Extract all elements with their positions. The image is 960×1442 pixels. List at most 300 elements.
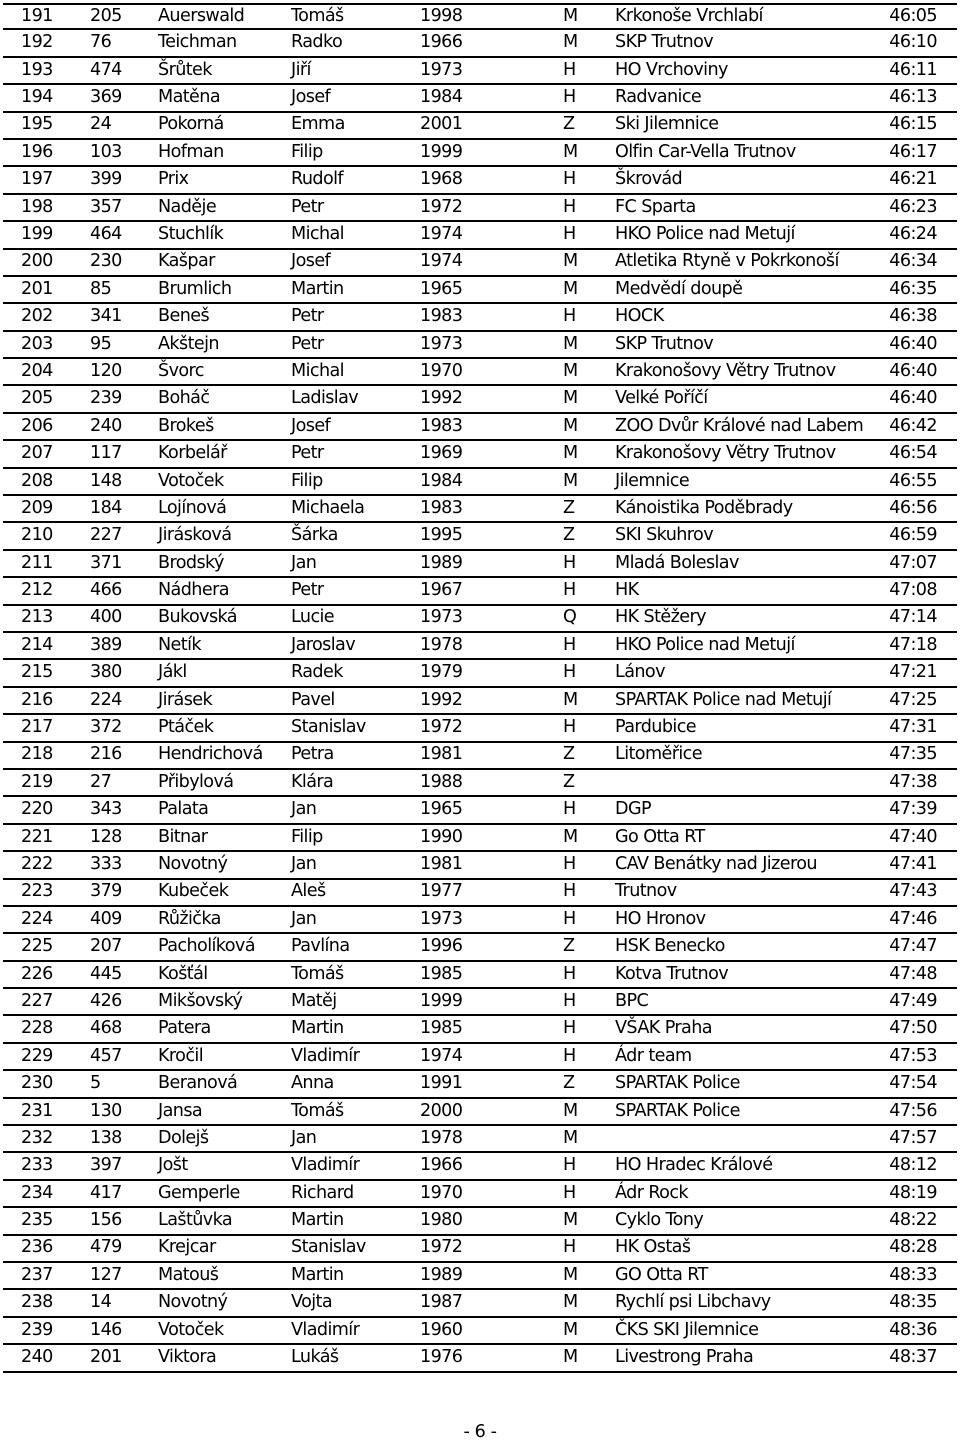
last-name-cell: Kašpar [158, 251, 215, 272]
first-name-cell: Petr [291, 333, 324, 354]
time-cell: 46:55 [889, 470, 937, 491]
category-cell: Z [563, 525, 575, 546]
category-cell: H [563, 59, 576, 80]
club-cell: ZOO Dvůr Králové nad Labem [615, 415, 864, 436]
year-cell: 1960 [420, 1319, 463, 1340]
table-row [3, 551, 957, 578]
table-row [3, 907, 957, 934]
club-cell: Kánoistika Poděbrady [615, 497, 793, 518]
table-row [3, 386, 957, 413]
year-cell: 1979 [420, 662, 463, 683]
last-name-cell: Laštůvka [158, 1210, 233, 1231]
first-name-cell: Tomáš [291, 1100, 344, 1121]
year-cell: 1969 [420, 443, 463, 464]
bib-cell: 14 [90, 1292, 112, 1313]
year-cell: 1985 [420, 1018, 463, 1039]
year-cell: 1987 [420, 1292, 463, 1313]
bib-cell: 146 [90, 1319, 122, 1340]
category-cell: M [563, 32, 578, 53]
time-cell: 46:54 [889, 443, 937, 464]
table-row [3, 934, 957, 961]
time-cell: 48:33 [889, 1264, 937, 1285]
bib-cell: 128 [90, 826, 122, 847]
last-name-cell: Kročil [158, 1045, 203, 1066]
bib-cell: 240 [90, 415, 122, 436]
year-cell: 1981 [420, 744, 463, 765]
time-cell: 46:24 [889, 224, 937, 245]
club-cell: Krkonoše Vrchlabí [615, 5, 763, 26]
year-cell: 1998 [420, 5, 463, 26]
bib-cell: 464 [90, 224, 122, 245]
rank-cell: 221 [21, 826, 53, 847]
first-name-cell: Stanislav [291, 717, 366, 738]
rank-cell: 232 [21, 1127, 53, 1148]
last-name-cell: Švorc [158, 360, 204, 381]
last-name-cell: Netík [158, 634, 201, 655]
category-cell: Z [563, 771, 575, 792]
last-name-cell: Teichman [158, 32, 237, 53]
category-cell: H [563, 662, 576, 683]
club-cell: Ádr Rock [615, 1182, 688, 1203]
club-cell: SKP Trutnov [615, 32, 714, 53]
last-name-cell: Votoček [158, 1319, 224, 1340]
category-cell: Z [563, 936, 575, 957]
category-cell: M [563, 5, 578, 26]
year-cell: 1984 [420, 470, 463, 491]
time-cell: 46:40 [889, 388, 937, 409]
first-name-cell: Vladimír [291, 1045, 360, 1066]
table-row [3, 606, 957, 633]
year-cell: 1981 [420, 854, 463, 874]
bib-cell: 207 [90, 936, 122, 957]
last-name-cell: Korbelář [158, 443, 227, 464]
club-cell: Velké Poříčí [615, 388, 708, 409]
category-cell: Q [563, 607, 577, 628]
category-cell: M [563, 415, 578, 436]
club-cell: Mladá Boleslav [615, 552, 739, 573]
table-row [3, 30, 957, 57]
table-row [3, 797, 957, 824]
year-cell: 1995 [420, 525, 463, 546]
time-cell: 48:28 [889, 1237, 937, 1258]
rank-cell: 229 [21, 1045, 53, 1066]
time-cell: 47:18 [889, 634, 937, 655]
rank-cell: 194 [21, 87, 53, 108]
last-name-cell: Votoček [158, 470, 224, 491]
club-cell: SPARTAK Police [615, 1100, 740, 1121]
rank-cell: 228 [21, 1018, 53, 1039]
time-cell: 47:56 [889, 1100, 937, 1121]
last-name-cell: Pokorná [158, 114, 224, 135]
time-cell: 46:59 [889, 525, 937, 546]
first-name-cell: Aleš [291, 881, 326, 902]
bib-cell: 184 [90, 497, 122, 518]
club-cell: ČKS SKI Jilemnice [615, 1319, 759, 1340]
first-name-cell: Martin [291, 1018, 344, 1039]
bib-cell: 76 [90, 32, 112, 53]
last-name-cell: Přibylová [158, 771, 234, 792]
rank-cell: 238 [21, 1292, 53, 1313]
rank-cell: 235 [21, 1210, 53, 1231]
rank-cell: 216 [21, 689, 53, 710]
year-cell: 1991 [420, 1073, 463, 1094]
year-cell: 1996 [420, 936, 463, 957]
rank-cell: 206 [21, 415, 53, 436]
rank-cell: 215 [21, 662, 53, 683]
year-cell: 1988 [420, 771, 463, 792]
table-row [3, 1318, 957, 1345]
first-name-cell: Michaela [291, 497, 365, 518]
club-cell: HOCK [615, 306, 664, 327]
year-cell: 1965 [420, 799, 463, 820]
club-cell: Krakonošovy Větry Trutnov [615, 443, 836, 464]
first-name-cell: Jan [291, 552, 317, 573]
rank-cell: 227 [21, 990, 53, 1011]
last-name-cell: Naděje [158, 196, 217, 217]
year-cell: 1989 [420, 552, 463, 573]
category-cell: M [563, 1264, 578, 1285]
club-cell: GO Otta RT [615, 1264, 708, 1285]
bib-cell: 216 [90, 744, 122, 765]
table-row [3, 167, 957, 194]
rank-cell: 202 [21, 306, 53, 327]
category-cell: M [563, 1319, 578, 1340]
rank-cell: 211 [21, 552, 53, 573]
bib-cell: 389 [90, 634, 122, 655]
rank-cell: 201 [21, 278, 53, 299]
year-cell: 1985 [420, 963, 463, 984]
category-cell: H [563, 881, 576, 902]
rank-cell: 225 [21, 936, 53, 957]
last-name-cell: Nádhera [158, 580, 229, 601]
rank-cell: 234 [21, 1182, 53, 1203]
year-cell: 1972 [420, 196, 463, 217]
last-name-cell: Šrůtek [158, 59, 212, 80]
last-name-cell: Krejcar [158, 1237, 216, 1258]
first-name-cell: Lukáš [291, 1347, 339, 1368]
club-cell: HK [615, 580, 639, 601]
last-name-cell: Brodský [158, 552, 224, 573]
year-cell: 1983 [420, 415, 463, 436]
year-cell: 1973 [420, 908, 463, 929]
first-name-cell: Josef [291, 251, 331, 272]
club-cell: BPC [615, 990, 649, 1011]
club-cell: HSK Benecko [615, 936, 725, 957]
table-row [3, 85, 957, 112]
table-row [3, 195, 957, 222]
year-cell: 1967 [420, 580, 463, 601]
table-row [3, 1290, 957, 1317]
last-name-cell: Jirásková [158, 525, 232, 546]
bib-cell: 95 [90, 333, 112, 354]
table-row [3, 222, 957, 249]
time-cell: 48:36 [889, 1319, 937, 1340]
table-row [3, 1126, 957, 1153]
time-cell: 47:40 [889, 826, 937, 847]
rank-cell: 218 [21, 744, 53, 765]
bib-cell: 117 [90, 443, 122, 464]
first-name-cell: Jiří [291, 59, 311, 80]
rank-cell: 224 [21, 908, 53, 929]
table-row [3, 1236, 957, 1263]
table-row [3, 1153, 957, 1180]
year-cell: 1999 [420, 990, 463, 1011]
table-row [3, 1099, 957, 1126]
time-cell: 47:46 [889, 908, 937, 929]
last-name-cell: Košťál [158, 963, 208, 984]
bib-cell: 379 [90, 881, 122, 902]
table-row [3, 770, 957, 797]
table-row [3, 441, 957, 468]
first-name-cell: Michal [291, 224, 344, 245]
first-name-cell: Tomáš [291, 963, 344, 984]
bib-cell: 148 [90, 470, 122, 491]
category-cell: M [563, 1347, 578, 1368]
category-cell: H [563, 306, 576, 327]
time-cell: 46:05 [889, 5, 937, 26]
category-cell: H [563, 224, 576, 245]
bib-cell: 224 [90, 689, 122, 710]
rank-cell: 192 [21, 32, 53, 53]
time-cell: 48:19 [889, 1182, 937, 1203]
first-name-cell: Michal [291, 360, 344, 381]
rank-cell: 236 [21, 1237, 53, 1258]
category-cell: H [563, 1237, 576, 1258]
bib-cell: 341 [90, 306, 122, 327]
rank-cell: 223 [21, 881, 53, 902]
year-cell: 1983 [420, 306, 463, 327]
table-row [3, 523, 957, 550]
bib-cell: 5 [90, 1073, 101, 1094]
table-row [3, 140, 957, 167]
category-cell: H [563, 1182, 576, 1203]
category-cell: M [563, 689, 578, 710]
first-name-cell: Jan [291, 799, 317, 820]
rank-cell: 210 [21, 525, 53, 546]
bib-cell: 201 [90, 1347, 122, 1368]
category-cell: H [563, 717, 576, 738]
club-cell: Škrovád [615, 169, 683, 190]
last-name-cell: Patera [158, 1018, 211, 1039]
rank-cell: 198 [21, 196, 53, 217]
year-cell: 2000 [420, 1100, 463, 1121]
club-cell: Kotva Trutnov [615, 963, 729, 984]
club-cell: Krakonošovy Větry Trutnov [615, 360, 836, 381]
rank-cell: 212 [21, 580, 53, 601]
club-cell: HO Hradec Králové [615, 1155, 773, 1176]
last-name-cell: Stuchlík [158, 224, 224, 245]
rank-cell: 226 [21, 963, 53, 984]
table-row [3, 1263, 957, 1290]
time-cell: 46:42 [889, 415, 937, 436]
rank-cell: 233 [21, 1155, 53, 1176]
club-cell: SPARTAK Police nad Metují [615, 689, 832, 710]
table-row [3, 1016, 957, 1043]
table-row [3, 3, 957, 30]
bib-cell: 357 [90, 196, 122, 217]
club-cell: Trutnov [615, 881, 677, 902]
time-cell: 46:23 [889, 196, 937, 217]
last-name-cell: Hendrichová [158, 744, 263, 765]
club-cell: SKI Skuhrov [615, 525, 714, 546]
first-name-cell: Jaroslav [291, 634, 356, 655]
category-cell: H [563, 580, 576, 601]
table-row [3, 989, 957, 1016]
time-cell: 46:15 [889, 114, 937, 135]
first-name-cell: Radko [291, 32, 343, 53]
club-cell: Ski Jilemnice [615, 114, 719, 135]
first-name-cell: Ladislav [291, 388, 359, 409]
time-cell: 47:38 [889, 771, 937, 792]
club-cell: Atletika Rtyně v Pokrkonoší [615, 251, 839, 272]
last-name-cell: Prix [158, 169, 189, 190]
first-name-cell: Anna [291, 1073, 334, 1094]
club-cell: SKP Trutnov [615, 333, 714, 354]
first-name-cell: Martin [291, 1210, 344, 1231]
rank-cell: 208 [21, 470, 53, 491]
category-cell: M [563, 141, 578, 162]
last-name-cell: Lojínová [158, 497, 227, 518]
last-name-cell: Pacholíková [158, 936, 255, 957]
category-cell: H [563, 799, 576, 820]
last-name-cell: Novotný [158, 854, 228, 874]
category-cell: M [563, 251, 578, 272]
time-cell: 47:31 [889, 717, 937, 738]
first-name-cell: Vladimír [291, 1155, 360, 1176]
first-name-cell: Pavlína [291, 936, 350, 957]
club-cell: CAV Benátky nad Jizerou [615, 854, 817, 874]
table-row [3, 250, 957, 277]
table-row [3, 1208, 957, 1235]
year-cell: 1974 [420, 251, 463, 272]
time-cell: 46:17 [889, 141, 937, 162]
club-cell: HK Ostaš [615, 1237, 691, 1258]
club-cell: Pardubice [615, 717, 696, 738]
last-name-cell: Jošt [158, 1155, 188, 1176]
bib-cell: 457 [90, 1045, 122, 1066]
rank-cell: 195 [21, 114, 53, 135]
year-cell: 1972 [420, 717, 463, 738]
category-cell: Z [563, 1073, 575, 1094]
bib-cell: 127 [90, 1264, 122, 1285]
rank-cell: 222 [21, 854, 53, 874]
last-name-cell: Hofman [158, 141, 224, 162]
rank-cell: 203 [21, 333, 53, 354]
last-name-cell: Bitnar [158, 826, 208, 847]
club-cell: SPARTAK Police [615, 1073, 740, 1094]
club-cell: Ádr team [615, 1045, 692, 1066]
club-cell: Olfin Car-Vella Trutnov [615, 141, 796, 162]
rank-cell: 239 [21, 1319, 53, 1340]
bib-cell: 400 [90, 607, 122, 628]
rank-cell: 237 [21, 1264, 53, 1285]
bib-cell: 445 [90, 963, 122, 984]
category-cell: M [563, 1292, 578, 1313]
first-name-cell: Šárka [291, 525, 338, 546]
first-name-cell: Richard [291, 1182, 354, 1203]
time-cell: 47:07 [889, 552, 937, 573]
last-name-cell: Gemperle [158, 1182, 240, 1203]
bib-cell: 372 [90, 717, 122, 738]
table-row [3, 58, 957, 85]
category-cell: H [563, 1155, 576, 1176]
year-cell: 1966 [420, 32, 463, 53]
club-cell: Radvanice [615, 87, 702, 108]
time-cell: 47:43 [889, 881, 937, 902]
first-name-cell: Petr [291, 196, 324, 217]
table-row [3, 359, 957, 386]
last-name-cell: Beranová [158, 1073, 238, 1094]
bib-cell: 399 [90, 169, 122, 190]
category-cell: H [563, 990, 576, 1011]
time-cell: 46:40 [889, 360, 937, 381]
time-cell: 46:35 [889, 278, 937, 299]
table-row [3, 1044, 957, 1071]
first-name-cell: Radek [291, 662, 343, 683]
rank-cell: 219 [21, 771, 53, 792]
last-name-cell: Akštejn [158, 333, 219, 354]
rank-cell: 231 [21, 1100, 53, 1121]
first-name-cell: Josef [291, 87, 331, 108]
time-cell: 47:47 [889, 936, 937, 957]
year-cell: 2001 [420, 114, 463, 135]
rank-cell: 197 [21, 169, 53, 190]
category-cell: M [563, 1100, 578, 1121]
club-cell: HO Hronov [615, 908, 706, 929]
table-row [3, 633, 957, 660]
club-cell: Rychlí psi Libchavy [615, 1292, 771, 1313]
results-table [3, 3, 957, 1373]
bib-cell: 156 [90, 1210, 122, 1231]
category-cell: H [563, 908, 576, 929]
rank-cell: 191 [21, 5, 53, 26]
first-name-cell: Filip [291, 141, 323, 162]
table-row [3, 688, 957, 715]
category-cell: M [563, 1127, 578, 1148]
year-cell: 1974 [420, 224, 463, 245]
category-cell: M [563, 278, 578, 299]
time-cell: 46:21 [889, 169, 937, 190]
bib-cell: 130 [90, 1100, 122, 1121]
year-cell: 1980 [420, 1210, 463, 1231]
year-cell: 1977 [420, 881, 463, 902]
time-cell: 47:49 [889, 990, 937, 1011]
table-row [3, 1181, 957, 1208]
rank-cell: 220 [21, 799, 53, 820]
bib-cell: 474 [90, 59, 122, 80]
bib-cell: 227 [90, 525, 122, 546]
last-name-cell: Brokeš [158, 415, 214, 436]
first-name-cell: Jan [291, 1127, 317, 1148]
time-cell: 46:10 [889, 32, 937, 53]
category-cell: M [563, 470, 578, 491]
last-name-cell: Viktora [158, 1347, 217, 1368]
category-cell: M [563, 333, 578, 354]
first-name-cell: Jan [291, 854, 317, 874]
year-cell: 1965 [420, 278, 463, 299]
last-name-cell: Palata [158, 799, 209, 820]
rank-cell: 200 [21, 251, 53, 272]
category-cell: Z [563, 114, 575, 135]
last-name-cell: Beneš [158, 306, 210, 327]
last-name-cell: Novotný [158, 1292, 228, 1313]
last-name-cell: Jirásek [158, 689, 213, 710]
club-cell: Litoměřice [615, 744, 702, 765]
year-cell: 1999 [420, 141, 463, 162]
category-cell: M [563, 443, 578, 464]
last-name-cell: Kubeček [158, 881, 229, 902]
rank-cell: 213 [21, 607, 53, 628]
